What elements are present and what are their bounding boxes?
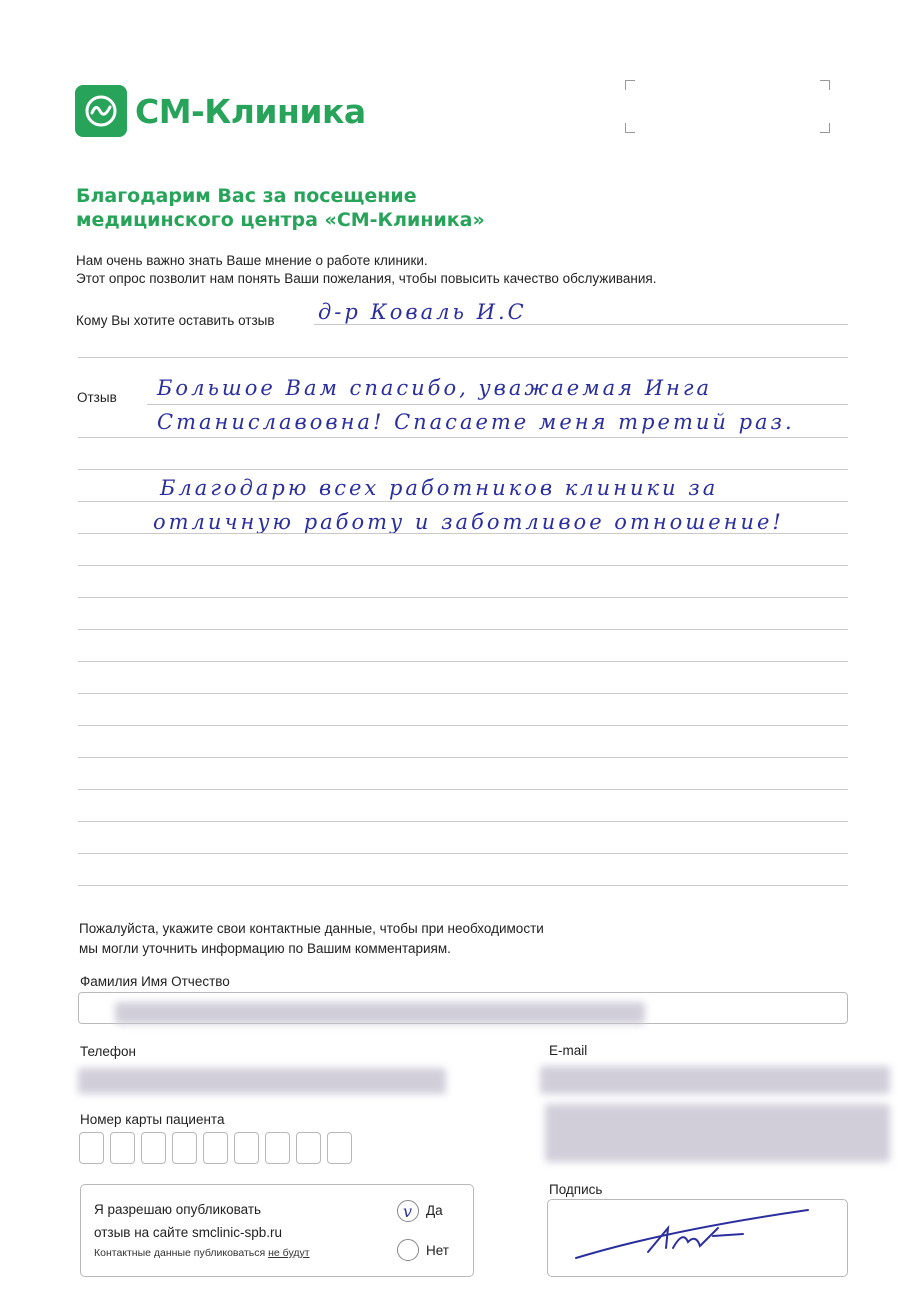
form-line — [78, 357, 848, 358]
stamp-area-corner — [625, 123, 635, 133]
name-redacted — [115, 1002, 645, 1024]
review-line-rule — [78, 693, 848, 694]
brand-logo — [75, 85, 366, 137]
card-digit-cell[interactable] — [141, 1132, 166, 1164]
title-line-2: медицинского центра «СМ-Клиника» — [76, 209, 485, 231]
review-line-rule — [78, 629, 848, 630]
review-line-rule — [78, 853, 848, 854]
intro-text — [76, 252, 656, 288]
review-line-rule — [78, 437, 848, 438]
phone-label: Телефон — [80, 1044, 137, 1059]
consent-note-emphasis: не будут — [268, 1247, 310, 1259]
review-line-4[interactable]: отличную работу и заботливое отношение! — [153, 510, 784, 534]
brand-logo-icon — [75, 85, 127, 137]
no-radio[interactable] — [397, 1239, 419, 1261]
card-digit-cell[interactable] — [203, 1132, 228, 1164]
recipient-line — [314, 324, 848, 325]
yes-check-mark: v — [403, 1202, 413, 1221]
stamp-area-corner — [820, 123, 830, 133]
email-redacted[interactable] — [540, 1066, 890, 1094]
card-digit-cell[interactable] — [234, 1132, 259, 1164]
yes-radio[interactable] — [397, 1200, 419, 1222]
review-line-3[interactable]: Благодарю всех работников клиники за — [160, 476, 719, 500]
review-label: Отзыв — [77, 390, 117, 405]
publish-consent-box — [80, 1184, 474, 1277]
email-redacted-extra — [545, 1104, 890, 1162]
yes-label: Да — [426, 1203, 443, 1218]
consent-line-2: отзыв на сайте smclinic-spb.ru — [94, 1225, 283, 1240]
signature-label: Подпись — [549, 1182, 603, 1197]
brand-name: СМ-Клиника — [135, 91, 366, 131]
review-line-rule — [78, 533, 848, 534]
stamp-area-corner — [820, 80, 830, 90]
card-digit-cell[interactable] — [327, 1132, 352, 1164]
recipient-value[interactable]: д-р Коваль И.С — [318, 300, 527, 324]
signature-scribble — [548, 1200, 847, 1276]
contacts-instructions — [79, 919, 544, 959]
title-line-1: Благодарим Вас за посещение — [76, 185, 417, 207]
contacts-line-1: Пожалуйста, укажите свои контактные данные, чтобы при необходимости — [79, 921, 544, 936]
review-line-2[interactable]: Станиславовна! Спасаете меня третий раз. — [157, 410, 795, 434]
review-line-rule — [78, 885, 848, 886]
review-line-rule — [78, 469, 848, 470]
name-label: Фамилия Имя Отчество — [80, 974, 230, 989]
card-digit-cell[interactable] — [265, 1132, 290, 1164]
review-line-rule — [78, 757, 848, 758]
stamp-area-corner — [625, 80, 635, 90]
intro-line-1: Нам очень важно знать Ваше мнение о работе клиники. — [76, 253, 428, 268]
review-line-1[interactable]: Большое Вам спасибо, уважаемая Инга — [157, 376, 712, 400]
review-line-rule — [78, 789, 848, 790]
card-digit-cell[interactable] — [110, 1132, 135, 1164]
review-line-rule — [78, 661, 848, 662]
email-label: E-mail — [549, 1043, 588, 1058]
review-line-rule — [147, 404, 848, 405]
phone-redacted[interactable] — [78, 1068, 446, 1094]
card-digit-cell[interactable] — [296, 1132, 321, 1164]
review-line-rule — [78, 725, 848, 726]
page-title — [76, 184, 485, 232]
review-line-rule — [78, 565, 848, 566]
recipient-label: Кому Вы хотите оставить отзыв — [76, 313, 275, 328]
consent-note-text: Контактные данные публиковаться — [94, 1247, 269, 1259]
card-digit-cell[interactable] — [172, 1132, 197, 1164]
consent-note — [94, 1247, 310, 1259]
signature-field[interactable] — [547, 1199, 848, 1277]
no-label: Нет — [426, 1243, 449, 1258]
consent-line-1: Я разрешаю опубликовать — [94, 1202, 262, 1217]
intro-line-2: Этот опрос позволит нам понять Ваши пожелания, чтобы повысить качество обслуживания. — [76, 271, 657, 286]
review-line-rule — [78, 597, 848, 598]
contacts-line-2: мы могли уточнить информацию по Вашим комментариям. — [79, 941, 451, 956]
review-line-rule — [78, 501, 848, 502]
card-digit-cell[interactable] — [79, 1132, 104, 1164]
review-line-rule — [78, 821, 848, 822]
card-label: Номер карты пациента — [80, 1112, 225, 1127]
